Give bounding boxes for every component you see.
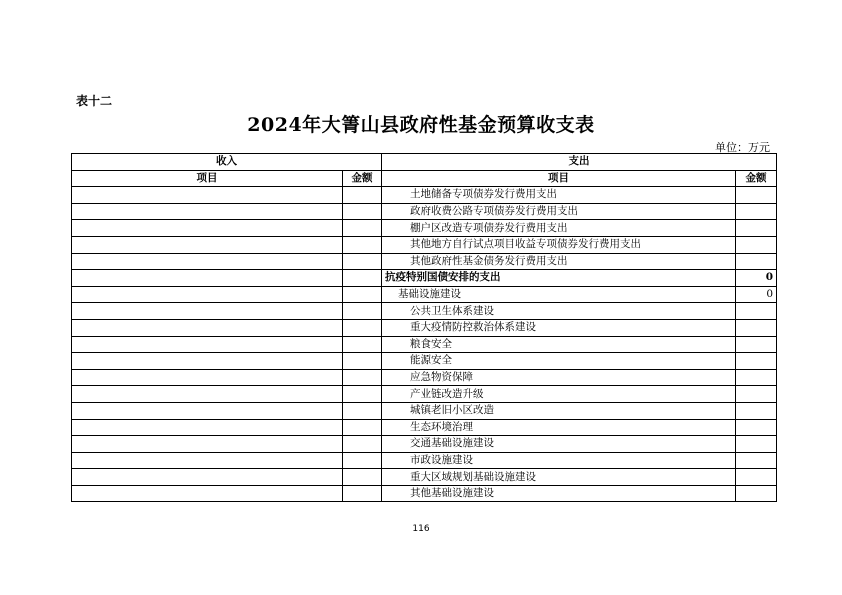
income-amount-cell xyxy=(343,303,382,320)
expense-amount-cell xyxy=(736,402,777,419)
income-amount-cell xyxy=(343,485,382,502)
expense-item-cell: 生态环境治理 xyxy=(382,419,736,436)
expense-item-header: 项目 xyxy=(382,170,736,187)
income-amount-cell xyxy=(343,386,382,403)
expense-item-cell: 棚户区改造专项债券发行费用支出 xyxy=(382,220,736,237)
table-row xyxy=(72,402,777,419)
income-item-cell xyxy=(72,187,343,204)
table-row xyxy=(72,303,777,320)
expense-amount-cell: 0 xyxy=(736,286,777,303)
expense-item-cell: 能源安全 xyxy=(382,353,736,370)
table-row xyxy=(72,187,777,204)
expense-item-cell: 土地储备专项债券发行费用支出 xyxy=(382,187,736,204)
page-title: 2024年大箐山县政府性基金预算收支表 xyxy=(247,114,595,136)
income-item-cell xyxy=(72,402,343,419)
expense-item-cell: 重大疫情防控救治体系建设 xyxy=(382,319,736,336)
expense-amount-cell: 0 xyxy=(736,270,777,287)
table-row xyxy=(72,452,777,469)
expense-item-cell: 交通基础设施建设 xyxy=(382,436,736,453)
column-header-row xyxy=(72,170,777,187)
expense-amount-cell xyxy=(736,436,777,453)
expense-item-cell: 城镇老旧小区改造 xyxy=(382,402,736,419)
expense-item-cell: 基础设施建设 xyxy=(382,286,736,303)
expense-amount-cell xyxy=(736,203,777,220)
section-header-row xyxy=(72,154,777,171)
table-row xyxy=(72,386,777,403)
expense-item-cell: 抗疫特别国债安排的支出 xyxy=(382,270,736,287)
table-row xyxy=(72,220,777,237)
expense-item-cell: 其他政府性基金债务发行费用支出 xyxy=(382,253,736,270)
income-item-cell xyxy=(72,452,343,469)
expense-amount-cell xyxy=(736,353,777,370)
income-item-cell xyxy=(72,353,343,370)
income-amount-cell xyxy=(343,336,382,353)
table-row xyxy=(72,353,777,370)
expense-amount-cell xyxy=(736,319,777,336)
income-amount-cell xyxy=(343,203,382,220)
table-row xyxy=(72,369,777,386)
income-amount-cell xyxy=(343,220,382,237)
table-row xyxy=(72,436,777,453)
expense-amount-cell xyxy=(736,469,777,486)
expense-amount-cell xyxy=(736,419,777,436)
income-amount-cell xyxy=(343,253,382,270)
table-body xyxy=(72,187,777,502)
income-amount-header: 金额 xyxy=(343,170,382,187)
expense-item-cell: 其他地方自行试点项目收益专项债券发行费用支出 xyxy=(382,236,736,253)
expense-item-cell: 市政设施建设 xyxy=(382,452,736,469)
expense-item-cell: 公共卫生体系建设 xyxy=(382,303,736,320)
expense-item-cell: 应急物资保障 xyxy=(382,369,736,386)
income-item-cell xyxy=(72,485,343,502)
income-header: 收入 xyxy=(72,154,382,171)
expense-item-cell: 粮食安全 xyxy=(382,336,736,353)
income-item-cell xyxy=(72,369,343,386)
income-amount-cell xyxy=(343,452,382,469)
expense-amount-cell xyxy=(736,187,777,204)
income-item-cell xyxy=(72,469,343,486)
income-amount-cell xyxy=(343,469,382,486)
income-amount-cell xyxy=(343,286,382,303)
income-amount-cell xyxy=(343,353,382,370)
income-item-cell xyxy=(72,236,343,253)
unit-label: 单位：万元 xyxy=(715,141,770,154)
table-row xyxy=(72,253,777,270)
expense-amount-header: 金额 xyxy=(736,170,777,187)
expense-item-cell: 政府收费公路专项债券发行费用支出 xyxy=(382,203,736,220)
income-item-cell xyxy=(72,203,343,220)
income-amount-cell xyxy=(343,369,382,386)
income-item-cell xyxy=(72,220,343,237)
table-row xyxy=(72,336,777,353)
income-item-cell xyxy=(72,386,343,403)
table-row xyxy=(72,319,777,336)
expense-amount-cell xyxy=(736,236,777,253)
income-item-cell xyxy=(72,336,343,353)
income-amount-cell xyxy=(343,419,382,436)
income-amount-cell xyxy=(343,270,382,287)
budget-table xyxy=(71,153,777,502)
table-label: 表十二 xyxy=(76,94,113,108)
page-number: 116 xyxy=(412,524,430,534)
income-amount-cell xyxy=(343,402,382,419)
income-item-cell xyxy=(72,253,343,270)
table-row xyxy=(72,286,777,303)
income-item-cell xyxy=(72,286,343,303)
table-row xyxy=(72,270,777,287)
table-row xyxy=(72,485,777,502)
income-item-cell xyxy=(72,436,343,453)
expense-item-cell: 其他基础设施建设 xyxy=(382,485,736,502)
income-item-cell xyxy=(72,270,343,287)
expense-amount-cell xyxy=(736,369,777,386)
expense-amount-cell xyxy=(736,303,777,320)
table-row xyxy=(72,236,777,253)
income-amount-cell xyxy=(343,187,382,204)
expense-amount-cell xyxy=(736,452,777,469)
expense-amount-cell xyxy=(736,485,777,502)
income-amount-cell xyxy=(343,319,382,336)
income-item-cell xyxy=(72,303,343,320)
income-item-cell xyxy=(72,319,343,336)
table-row xyxy=(72,203,777,220)
income-item-cell xyxy=(72,419,343,436)
expense-amount-cell xyxy=(736,386,777,403)
income-amount-cell xyxy=(343,436,382,453)
expense-amount-cell xyxy=(736,336,777,353)
expense-item-cell: 产业链改造升级 xyxy=(382,386,736,403)
expense-header: 支出 xyxy=(382,154,777,171)
income-amount-cell xyxy=(343,236,382,253)
income-item-header: 项目 xyxy=(72,170,343,187)
expense-amount-cell xyxy=(736,220,777,237)
table-row xyxy=(72,419,777,436)
expense-item-cell: 重大区域规划基础设施建设 xyxy=(382,469,736,486)
expense-amount-cell xyxy=(736,253,777,270)
table-row xyxy=(72,469,777,486)
